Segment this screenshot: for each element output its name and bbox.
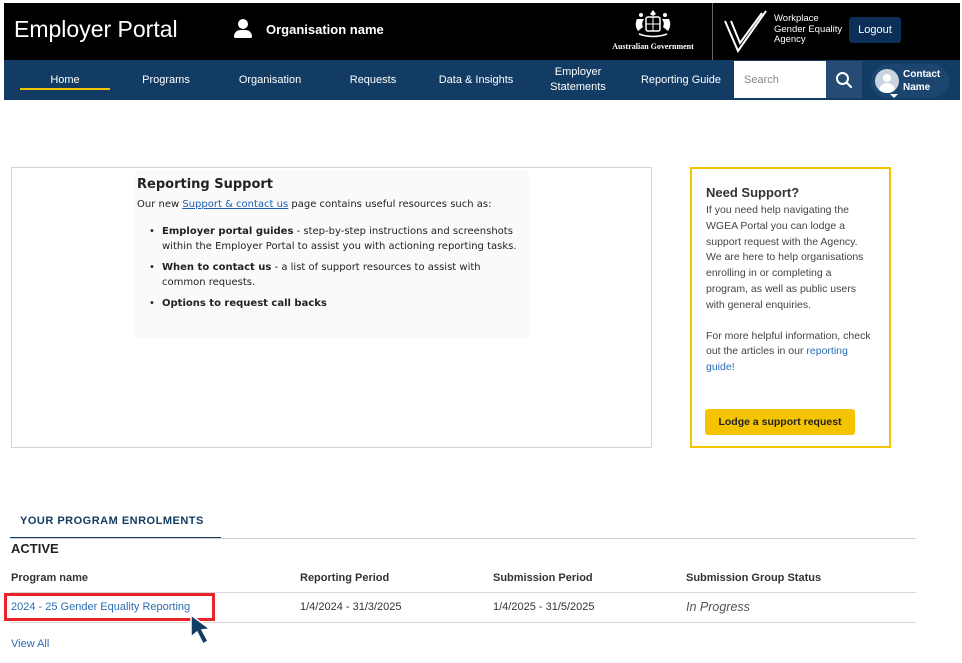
- organisation-switcher[interactable]: [234, 19, 384, 39]
- reporting-period-cell: 1/4/2024 - 31/3/2025: [300, 601, 402, 613]
- coat-of-arms-icon: [631, 7, 675, 41]
- nav-data-insights[interactable]: Data & Insights: [438, 73, 514, 86]
- active-section-label: ACTIVE: [11, 541, 59, 556]
- search-button[interactable]: [826, 61, 862, 98]
- list-item: • Employer portal guides - step-by-step instructions and screenshots within the Employer Portal to assist you with actioning reporting tasks.: [137, 224, 522, 254]
- list-item: • When to contact us - a list of support resources to assist with common requests.: [137, 260, 522, 290]
- column-header-reporting-period: Reporting Period: [300, 572, 390, 584]
- support-title: Reporting Support: [137, 177, 274, 192]
- nav-reporting-guide[interactable]: Reporting Guide: [640, 73, 722, 86]
- nav-requests[interactable]: Requests: [349, 73, 397, 86]
- reporting-guide-link[interactable]: reporting guide!: [706, 345, 848, 374]
- table-row-divider: [10, 622, 916, 623]
- nav-programs[interactable]: Programs: [142, 73, 190, 86]
- wgea-logo: [722, 7, 842, 53]
- nav-home[interactable]: Home: [20, 60, 110, 100]
- need-support-box: [690, 167, 891, 448]
- column-header-submission-period: Submission Period: [493, 572, 593, 584]
- person-icon: [234, 19, 252, 39]
- program-link[interactable]: 2024 - 25 Gender Equality Reporting: [11, 601, 191, 613]
- view-all-link[interactable]: View All: [11, 638, 50, 650]
- tab-program-enrolments[interactable]: YOUR PROGRAM ENROLMENTS: [10, 515, 221, 539]
- highlight-box: [4, 593, 215, 621]
- wgea-check-icon: [722, 7, 770, 53]
- reporting-support-content: [135, 170, 529, 338]
- contact-menu[interactable]: [871, 64, 949, 98]
- lodge-support-request-button[interactable]: Lodge a support request: [705, 409, 855, 435]
- logout-button[interactable]: Logout: [849, 17, 901, 43]
- need-support-paragraph: If you need help navigating the WGEA Portal you can lodge a support request with the Agency. We are here to help organisations enrolling in or completing a program, as well as public users with general enquiries.: [706, 204, 864, 311]
- column-header-status: Submission Group Status: [686, 572, 822, 584]
- support-contact-link[interactable]: Support & contact us: [182, 199, 289, 210]
- nav-employer-statements[interactable]: Employer Statements: [550, 66, 606, 93]
- wgea-text: Workplace Gender Equality Agency: [774, 13, 843, 46]
- avatar: [875, 69, 899, 93]
- need-support-title: Need Support?: [706, 185, 800, 200]
- search-input[interactable]: [734, 61, 826, 98]
- top-header: [4, 3, 960, 60]
- header-divider: [712, 3, 713, 60]
- organisation-name: Organisation name: [266, 21, 384, 37]
- reporting-support-panel: [11, 167, 652, 448]
- need-support-paragraph-2: For more helpful information, check out the articles in our reporting guide!: [706, 329, 871, 374]
- nav-organisation[interactable]: Organisation: [238, 73, 302, 86]
- support-intro: Our new Support & contact us page contains useful resources such as:: [137, 199, 492, 210]
- chevron-down-icon[interactable]: [890, 94, 898, 98]
- list-item: • Options to request call backs: [137, 296, 522, 311]
- main-nav: [4, 60, 960, 100]
- australian-government-logo: [604, 7, 702, 51]
- status-cell: In Progress: [686, 600, 750, 614]
- search-icon: [835, 71, 853, 89]
- support-resource-list: [137, 224, 529, 311]
- gov-label: Australian Government: [612, 42, 694, 51]
- tab-divider: [10, 538, 916, 539]
- portal-title[interactable]: Employer Portal: [14, 16, 178, 42]
- cursor-arrow-icon: [189, 613, 219, 647]
- contact-name: Contact Name: [903, 69, 941, 93]
- column-header-program: Program name: [11, 572, 89, 584]
- submission-period-cell: 1/4/2025 - 31/5/2025: [493, 601, 595, 613]
